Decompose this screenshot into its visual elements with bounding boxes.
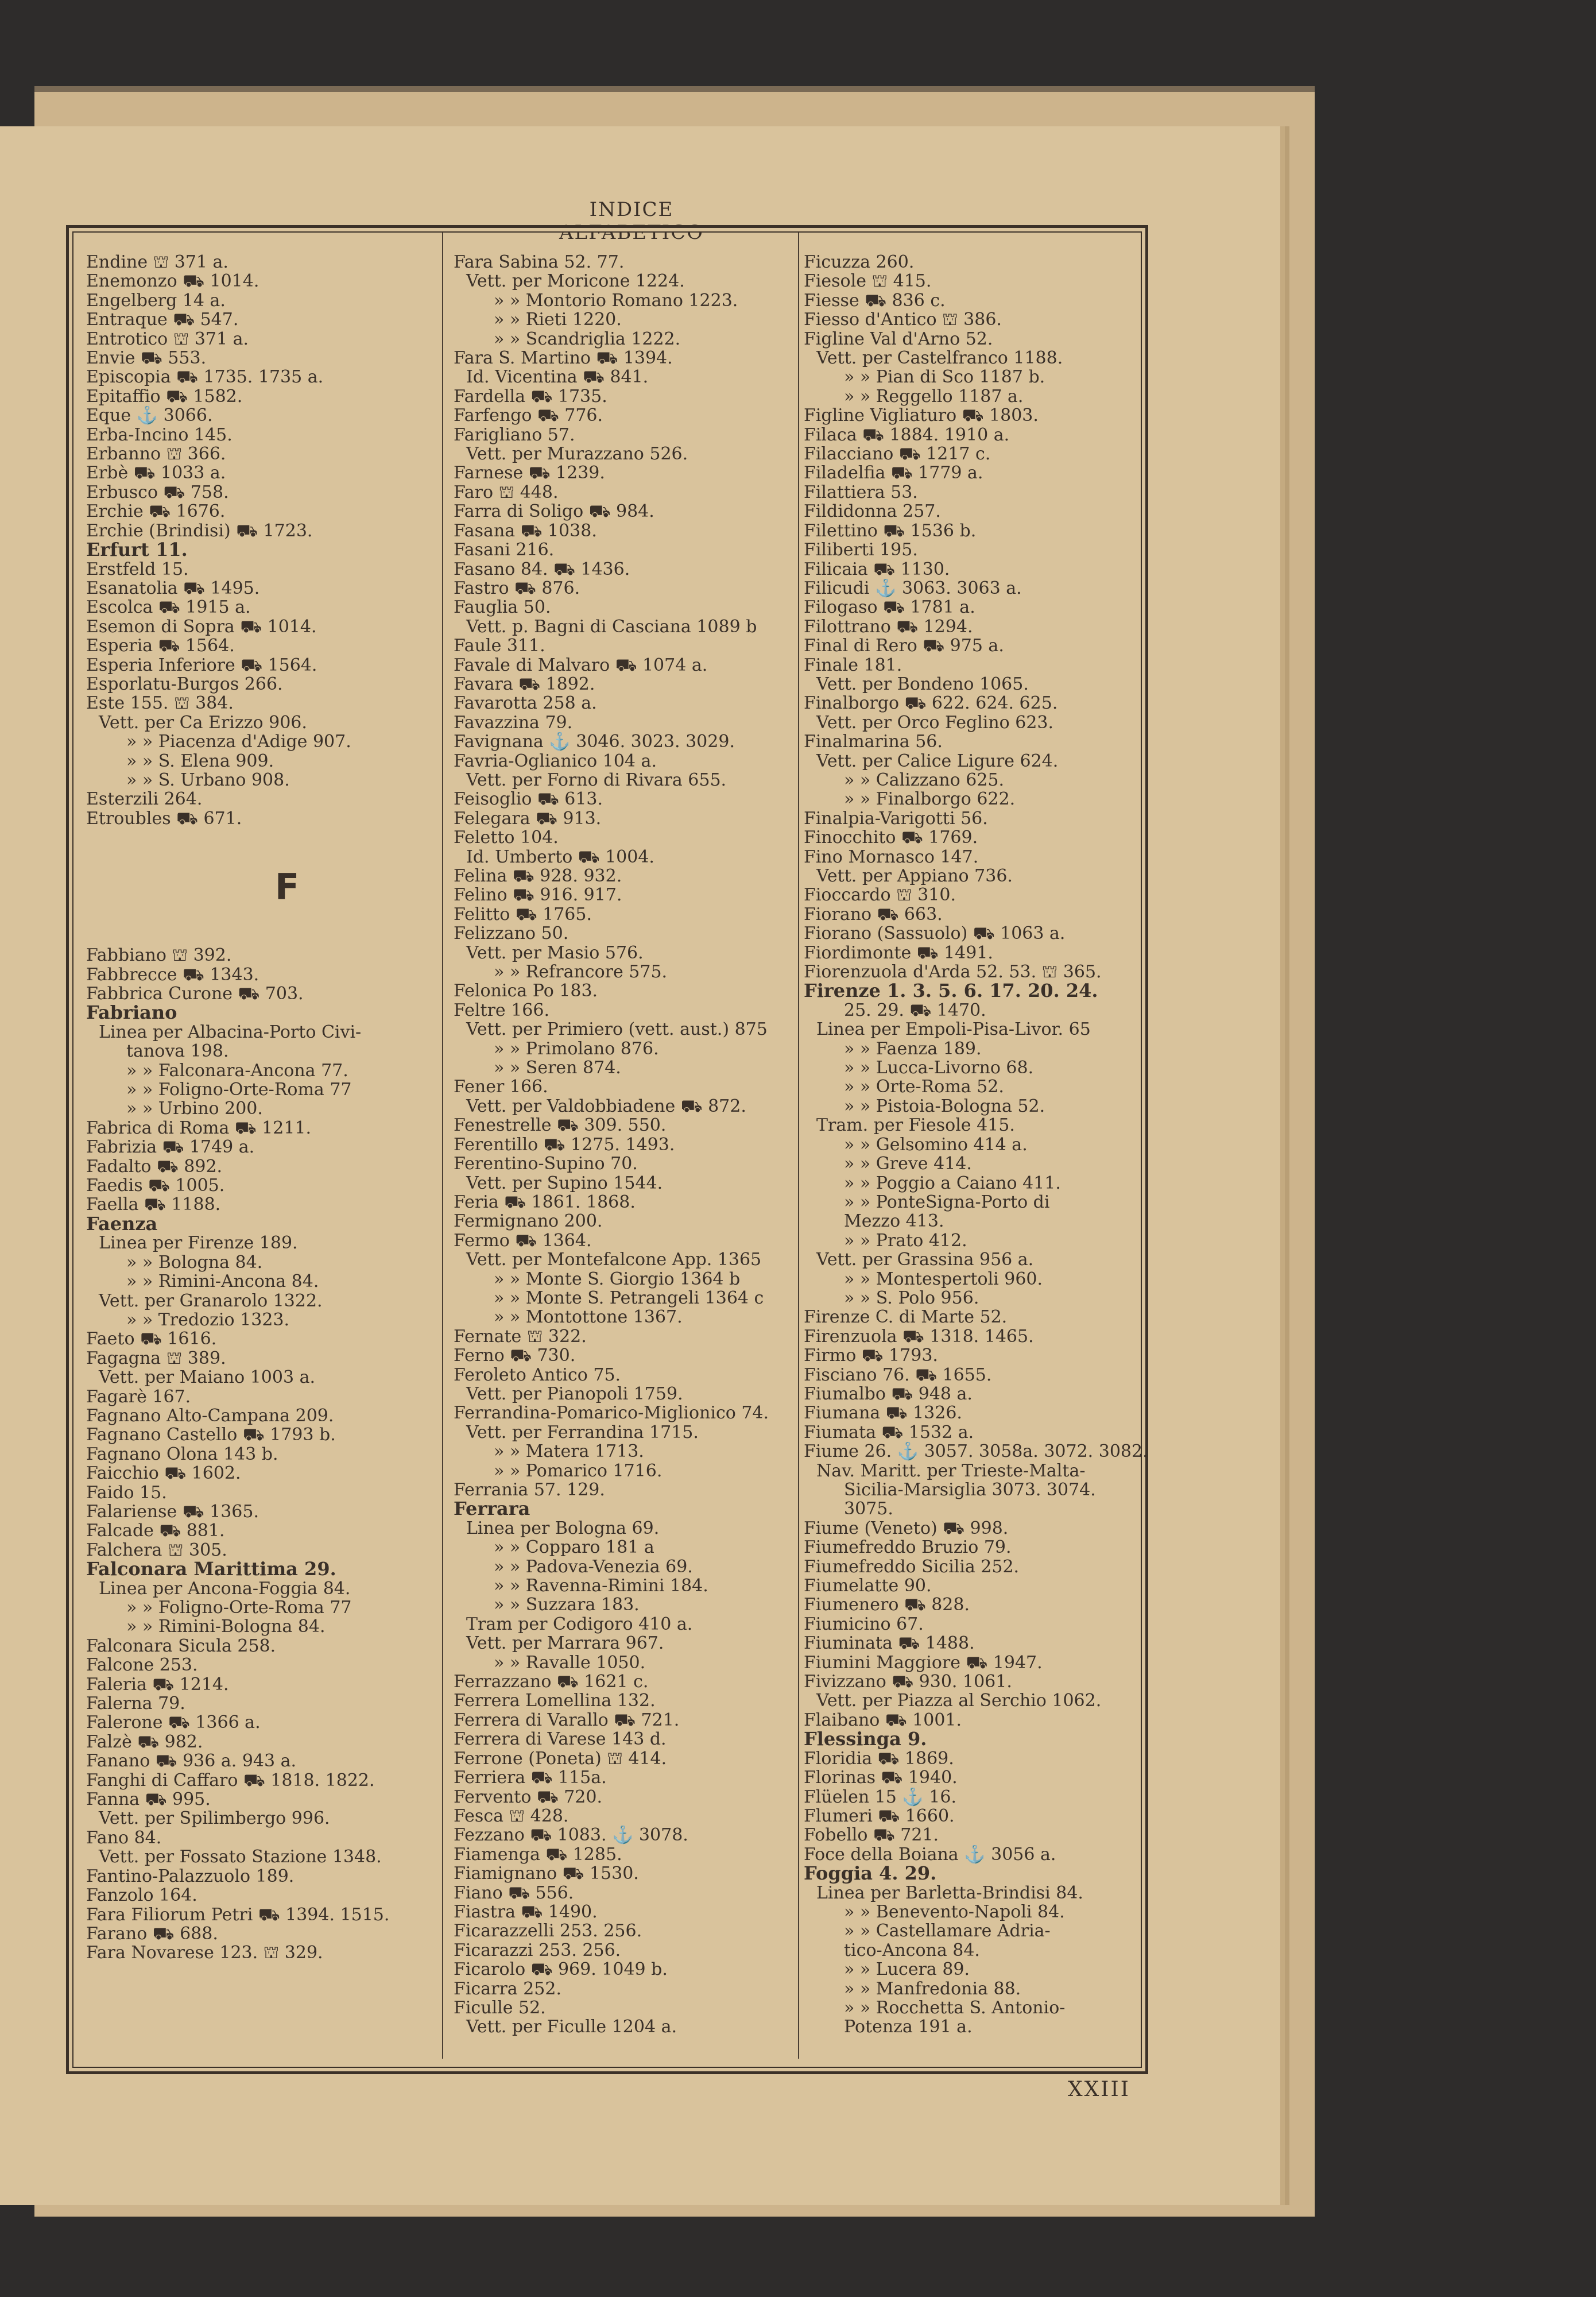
index-entry: » » Padova-Venezia 69. [494, 1557, 693, 1577]
index-entry: » » Castellamare Adria- [844, 1921, 1051, 1941]
index-entry: Firenzuola ⛟ 1318. 1465. [804, 1327, 1034, 1347]
index-entry: Fagagna ⛫ 389. [86, 1348, 226, 1368]
index-entry: 25. 29. ⛟ 1470. [844, 1000, 986, 1020]
index-entry: Farnese ⛟ 1239. [454, 463, 605, 483]
index-entry: Fara Sabina 52. 77. [454, 253, 625, 272]
index-entry: Favria-Oglianico 104 a. [454, 751, 657, 771]
index-entry: » » Benevento-Napoli 84. [844, 1902, 1065, 1922]
index-entry: » » Pian di Sco 1187 b. [844, 368, 1045, 387]
index-entry: Fiumata ⛟ 1532 a. [804, 1422, 974, 1443]
index-entry: Finalpia-Varigotti 56. [804, 809, 988, 829]
index-entry: Finocchito ⛟ 1769. [804, 828, 978, 848]
index-entry: Enemonzo ⛟ 1014. [86, 272, 259, 291]
index-entry: 3075. [844, 1499, 893, 1519]
index-entry: Ferentino-Supino 70. [454, 1154, 638, 1174]
index-entry: Vett. per Fossato Stazione 1348. [99, 1847, 382, 1867]
index-entry: Favignana ⚓ 3046. 3023. 3029. [454, 732, 735, 752]
index-entry: Vett. per Primiero (vett. aust.) 875 [466, 1020, 768, 1039]
index-entry: » » S. Polo 956. [844, 1288, 979, 1308]
index-entry: Feltre 166. [454, 1000, 550, 1020]
index-entry: Ferentillo ⛟ 1275. 1493. [454, 1135, 675, 1155]
index-entry: Fiorenzuola d'Arda 52. 53. ⛫ 365. [804, 962, 1102, 982]
index-entry: Fivizzano ⛟ 930. 1061. [804, 1672, 1012, 1692]
index-entry: Fabriano [86, 1003, 177, 1023]
index-entry: » » Foligno-Orte-Roma 77 [126, 1080, 352, 1100]
index-entry: Ficarolo ⛟ 969. 1049 b. [454, 1960, 668, 1979]
index-entry: Mezzo 413. [844, 1212, 944, 1231]
index-entry: » » Pistoia-Bologna 52. [844, 1096, 1045, 1116]
index-entry: Florinas ⛟ 1940. [804, 1768, 958, 1788]
index-entry: Ferrania 57. 129. [454, 1480, 605, 1500]
index-entry: Foggia 4. 29. [804, 1864, 937, 1884]
index-entry: Ferriera ⛟ 115a. [454, 1768, 607, 1788]
index-entry: Farfengo ⛟ 776. [454, 406, 603, 426]
index-entry: Ferrera di Varallo ⛟ 721. [454, 1710, 680, 1730]
index-entry: Fino Mornasco 147. [804, 847, 979, 867]
index-entry: Etroubles ⛟ 671. [86, 809, 242, 829]
index-entry: Vett. per Montefalcone App. 1365 [466, 1250, 762, 1270]
index-entry: Vett. per Moricone 1224. [466, 272, 685, 291]
index-entry: » » Poggio a Caiano 411. [844, 1173, 1061, 1193]
index-entry: » » Gelsomino 414 a. [844, 1135, 1028, 1155]
index-entry: » » Ravenna-Rimini 184. [494, 1576, 708, 1596]
index-entry: tanova 198. [126, 1042, 229, 1061]
index-entry: Vett. per Ficulle 1204 a. [466, 2017, 677, 2037]
index-entry: » » Rieti 1220. [494, 310, 622, 330]
index-entry: Ficarra 252. [454, 1979, 561, 1998]
index-entry: Sicilia-Marsiglia 3073. 3074. [844, 1480, 1096, 1500]
index-entry: Ficuzza 260. [804, 253, 915, 272]
index-entry: Favarotta 258 a. [454, 694, 597, 713]
index-entry: Fabbiano ⛫ 392. [86, 946, 232, 965]
index-entry: » » S. Elena 909. [126, 751, 274, 771]
index-entry: » » Ravalle 1050. [494, 1653, 646, 1673]
index-entry: Ficulle 52. [454, 1998, 546, 2018]
index-entry: Felitto ⛟ 1765. [454, 904, 592, 925]
index-entry: Faella ⛟ 1188. [86, 1195, 221, 1215]
index-entry: » » PonteSigna-Porto di [844, 1192, 1050, 1212]
index-entry: Fiamenga ⛟ 1285. [454, 1844, 622, 1865]
index-entry: Finalborgo ⛟ 622. 624. 625. [804, 694, 1058, 713]
index-entry: Figline Vigliaturo ⛟ 1803. [804, 406, 1039, 426]
index-entry: Vett. per Appiano 736. [816, 867, 1013, 886]
index-entry: Vett. per Murazzano 526. [466, 444, 688, 464]
index-entry: Linea per Ancona-Foggia 84. [99, 1579, 351, 1598]
index-entry: Falerone ⛟ 1366 a. [86, 1713, 261, 1733]
index-entry: Fabrica di Roma ⛟ 1211. [86, 1118, 312, 1138]
index-entry: Linea per Bologna 69. [466, 1518, 660, 1538]
index-entry: Linea per Empoli-Pisa-Livor. 65 [816, 1020, 1091, 1039]
index-entry: Farigliano 57. [454, 425, 575, 445]
index-entry: Vett. per Marrara 967. [466, 1634, 664, 1653]
index-entry: Fanna ⛟ 995. [86, 1790, 211, 1809]
section-letter: F [274, 866, 300, 908]
index-entry: Erba-Incino 145. [86, 425, 233, 445]
index-entry: » » Monte S. Petrangeli 1364 c [494, 1288, 764, 1308]
index-entry: » » Rimini-Bologna 84. [126, 1617, 326, 1637]
index-entry: » » Bologna 84. [126, 1252, 263, 1273]
index-entry: Fernate ⛫ 322. [454, 1327, 587, 1347]
index-entry: Vett. per Ca Erizzo 906. [99, 713, 307, 733]
index-entry: Vett. per Orco Feglino 623. [816, 713, 1054, 733]
index-entry: » » Greve 414. [844, 1154, 972, 1174]
index-entry: Fiano ⛟ 556. [454, 1883, 574, 1902]
index-entry: Fiuminata ⛟ 1488. [804, 1634, 975, 1653]
index-entry: Fanzolo 164. [86, 1886, 197, 1905]
index-entry: Fabbrica Curone ⛟ 703. [86, 984, 304, 1004]
index-entry: Vett. per Castelfranco 1188. [816, 349, 1063, 368]
index-entry: Eque ⚓ 3066. [86, 406, 213, 426]
index-entry: Erbusco ⛟ 758. [86, 482, 229, 502]
index-entry: » » Scandriglia 1222. [494, 329, 681, 349]
index-entry: Vett. per Maiano 1003 a. [99, 1368, 315, 1387]
index-entry: » » Monte S. Giorgio 1364 b [494, 1269, 741, 1289]
index-entry: Entraque ⛟ 547. [86, 310, 239, 330]
index-entry: Falconara Sicula 258. [86, 1636, 276, 1656]
index-entry: » » Primolano 876. [494, 1039, 659, 1059]
index-entry: Fiamignano ⛟ 1530. [454, 1864, 639, 1884]
index-entry: Fagnano Castello ⛟ 1793 b. [86, 1425, 336, 1445]
index-entry: Vett. per Calice Ligure 624. [816, 751, 1059, 771]
index-entry: Esperia ⛟ 1564. [86, 636, 235, 656]
index-entry: » » Montespertoli 960. [844, 1269, 1043, 1289]
index-entry: Fardella ⛟ 1735. [454, 386, 607, 407]
index-entry: Ferrandina-Pomarico-Miglionico 74. [454, 1403, 769, 1423]
index-entry: Esperia Inferiore ⛟ 1564. [86, 655, 317, 675]
index-entry: Vett. per Valdobbiadene ⛟ 872. [466, 1096, 746, 1116]
index-entry: Figline Val d'Arno 52. [804, 329, 993, 349]
index-entry: » » Tredozio 1323. [126, 1310, 290, 1330]
index-entry: Finalmarina 56. [804, 732, 943, 752]
page-number: XXIII [1068, 2078, 1130, 2101]
index-entry: Falchera ⛫ 305. [86, 1540, 227, 1560]
index-entry: Ferrazzano ⛟ 1621 c. [454, 1672, 649, 1692]
index-entry: » » Rocchetta S. Antonio- [844, 1998, 1066, 2018]
index-entry: » » Faenza 189. [844, 1039, 982, 1059]
index-entry: Favale di Malvaro ⛟ 1074 a. [454, 655, 708, 675]
index-entry: » » Manfredonia 88. [844, 1979, 1021, 1998]
index-entry: Esanatolia ⛟ 1495. [86, 578, 260, 598]
index-entry: Filottrano ⛟ 1294. [804, 617, 973, 637]
index-entry: Fisciano 76. ⛟ 1655. [804, 1365, 992, 1385]
index-entry: Fiume 26. ⚓ 3057. 3058a. 3072. 3082. [804, 1442, 1148, 1461]
index-entry: Felina ⛟ 928. 932. [454, 867, 622, 886]
index-entry: Fiumelatte 90. [804, 1576, 932, 1596]
index-entry: Fobello ⛟ 721. [804, 1826, 939, 1845]
index-entry: Firenze C. di Marte 52. [804, 1308, 1008, 1327]
index-entry: » » Urbino 200. [126, 1099, 263, 1119]
index-entry: Fiumini Maggiore ⛟ 1947. [804, 1653, 1043, 1673]
index-column-1 [86, 253, 442, 1963]
index-entry: Nav. Maritt. per Trieste-Malta- [816, 1461, 1086, 1480]
index-entry: Flessinga 9. [804, 1730, 927, 1749]
index-entry: Faro ⛫ 448. [454, 482, 559, 502]
index-entry: Vett. per Supino 1544. [466, 1173, 663, 1193]
index-entry: Fiumefreddo Sicilia 252. [804, 1557, 1020, 1577]
index-entry: Fener 166. [454, 1077, 548, 1097]
index-entry: Felonica Po 183. [454, 981, 598, 1001]
index-entry: Felino ⛟ 916. 917. [454, 885, 622, 905]
index-entry: Feria ⛟ 1861. 1868. [454, 1192, 636, 1212]
index-entry: Fiesole ⛫ 415. [804, 272, 932, 291]
index-entry: Faeto ⛟ 1616. [86, 1329, 217, 1349]
index-entry: Foce della Boiana ⚓ 3056 a. [804, 1844, 1056, 1865]
index-entry: Filiberti 195. [804, 540, 918, 560]
index-entry: Vett. p. Bagni di Casciana 1089 b [466, 617, 757, 637]
index-entry: Fasana ⛟ 1038. [454, 521, 597, 541]
index-column-2 [454, 253, 809, 2037]
index-entry: Filacciano ⛟ 1217 c. [804, 444, 991, 464]
index-entry: » » Montorio Romano 1223. [494, 291, 738, 311]
index-entry: Engelberg 14 a. [86, 291, 226, 311]
index-entry: Fano 84. [86, 1828, 162, 1848]
index-entry: » » Refrancore 575. [494, 962, 668, 982]
index-entry: Vett. per Masio 576. [466, 943, 644, 963]
index-entry: Final di Rero ⛟ 975 a. [804, 636, 1004, 656]
index-entry: Fiorano ⛟ 663. [804, 904, 943, 925]
index-entry: Ferrera di Varese 143 d. [454, 1730, 667, 1749]
index-entry: » » Orte-Roma 52. [844, 1077, 1004, 1097]
index-entry: Faleria ⛟ 1214. [86, 1675, 229, 1695]
index-entry: Fiume (Veneto) ⛟ 998. [804, 1518, 1009, 1538]
index-entry: Fiumenero ⛟ 828. [804, 1595, 970, 1615]
index-entry: Escolca ⛟ 1915 a. [86, 598, 251, 617]
index-entry: Fasano 84. ⛟ 1436. [454, 559, 630, 579]
index-entry: Falcone 253. [86, 1656, 198, 1675]
index-entry: Vett. per Granarolo 1322. [99, 1291, 323, 1310]
index-entry: » » Matera 1713. [494, 1442, 644, 1461]
index-entry: Linea per Barletta-Brindisi 84. [816, 1883, 1083, 1902]
index-entry: Fiordimonte ⛟ 1491. [804, 943, 993, 963]
index-entry: Fantino-Palazzuolo 189. [86, 1866, 295, 1886]
index-entry: Fanghi di Caffaro ⛟ 1818. 1822. [86, 1770, 375, 1791]
index-entry: Fabbrecce ⛟ 1343. [86, 965, 259, 984]
index-entry: Filaca ⛟ 1884. 1910 a. [804, 425, 1010, 445]
index-entry: Fastro ⛟ 876. [454, 578, 580, 598]
index-entry: Envie ⛟ 553. [86, 349, 207, 368]
index-entry: Id. Vicentina ⛟ 841. [466, 368, 649, 387]
index-entry: Fagarè 167. [86, 1387, 191, 1406]
index-entry: Vett. per Forno di Rivara 655. [466, 770, 727, 790]
index-entry: Tram per Codigoro 410 a. [466, 1614, 693, 1634]
index-entry: Vett. per Bondeno 1065. [816, 674, 1029, 694]
index-entry: » » Falconara-Ancona 77. [126, 1061, 348, 1081]
index-entry: Favara ⛟ 1892. [454, 674, 595, 694]
page-header: INDICE ALFABETICO [559, 198, 704, 244]
index-entry: » » S. Urbano 908. [126, 770, 290, 790]
index-entry: Erchie (Brindisi) ⛟ 1723. [86, 521, 313, 541]
index-entry: » » Finalborgo 622. [844, 790, 1016, 809]
index-entry: Ficarazzelli 253. 256. [454, 1921, 642, 1941]
index-entry: Fiorano (Sassuolo) ⛟ 1063 a. [804, 924, 1066, 943]
index-entry: Vett. per Pianopoli 1759. [466, 1384, 683, 1404]
index-entry: Fanano ⛟ 936 a. 943 a. [86, 1751, 297, 1771]
index-entry: Fiumana ⛟ 1326. [804, 1403, 962, 1423]
index-entry: Erbè ⛟ 1033 a. [86, 463, 226, 483]
index-entry: Firmo ⛟ 1793. [804, 1346, 938, 1366]
index-entry: Faido 15. [86, 1483, 167, 1502]
index-entry: Falzè ⛟ 982. [86, 1732, 203, 1752]
index-entry: Ferrera Lomellina 132. [454, 1691, 656, 1711]
index-entry: Faule 311. [454, 636, 545, 656]
index-entry: » » Calizzano 625. [844, 770, 1005, 790]
index-entry: Fervento ⛟ 720. [454, 1787, 603, 1807]
index-entry: Fenestrelle ⛟ 309. 550. [454, 1116, 667, 1135]
index-entry: Ferno ⛟ 730. [454, 1346, 576, 1366]
index-entry: » » Foligno-Orte-Roma 77 [126, 1598, 352, 1618]
index-entry: Feroleto Antico 75. [454, 1365, 621, 1385]
index-entry: Fiastra ⛟ 1490. [454, 1902, 598, 1922]
index-entry: Fiumicino 67. [804, 1614, 924, 1634]
index-entry: Erbanno ⛫ 366. [86, 444, 226, 464]
index-entry: Ficarazzi 253. 256. [454, 1940, 621, 1960]
index-entry: Filettino ⛟ 1536 b. [804, 521, 977, 541]
index-column-3 [804, 253, 1160, 2037]
index-entry: Fasani 216. [454, 540, 555, 560]
index-entry: » » Piacenza d'Adige 907. [126, 732, 351, 752]
index-entry: Linea per Firenze 189. [99, 1233, 298, 1253]
index-entry: Fildidonna 257. [804, 502, 941, 521]
index-entry: Este 155. ⛫ 384. [86, 694, 234, 713]
index-entry: Fiesse ⛟ 836 c. [804, 291, 946, 311]
index-entry: Falconara Marittima 29. [86, 1560, 336, 1579]
index-entry: » » Pomarico 1716. [494, 1461, 663, 1480]
index-entry: Esemon di Sopra ⛟ 1014. [86, 617, 317, 637]
index-entry: Esterzili 264. [86, 790, 203, 809]
index-entry: Fesca ⛫ 428. [454, 1806, 569, 1826]
index-entry: » » Montottone 1367. [494, 1308, 683, 1327]
index-entry: Erstfeld 15. [86, 559, 189, 579]
index-entry: Fiumalbo ⛟ 948 a. [804, 1384, 973, 1404]
index-entry: Falerna 79. [86, 1694, 185, 1714]
index-entry: Erchie ⛟ 1676. [86, 502, 226, 521]
index-entry: Ferrara [454, 1499, 530, 1519]
index-entry: Filicaia ⛟ 1130. [804, 559, 950, 579]
index-entry: Vett. per Grassina 956 a. [816, 1250, 1034, 1270]
index-entry: Erfurt 11. [86, 540, 188, 560]
index-entry: Vett. per Ferrandina 1715. [466, 1422, 699, 1443]
index-entry: Tram. per Fiesole 415. [816, 1116, 1015, 1135]
index-entry: Filadelfia ⛟ 1779 a. [804, 463, 983, 483]
index-entry: Fioccardo ⛫ 310. [804, 885, 956, 905]
index-entry: Felizzano 50. [454, 924, 569, 943]
index-entry: Farano ⛟ 688. [86, 1924, 218, 1944]
index-entry: Fara S. Martino ⛟ 1394. [454, 349, 673, 368]
index-entry: tico-Ancona 84. [844, 1940, 980, 1960]
index-entry: Feisoglio ⛟ 613. [454, 790, 603, 809]
index-entry: » » Seren 874. [494, 1058, 621, 1078]
index-entry: Esporlatu-Burgos 266. [86, 674, 283, 694]
index-entry: Flüelen 15 ⚓ 16. [804, 1787, 957, 1807]
index-entry: » » Copparo 181 a [494, 1538, 654, 1557]
index-entry: Fagnano Olona 143 b. [86, 1444, 278, 1464]
index-entry: Filicudi ⚓ 3063. 3063 a. [804, 578, 1022, 598]
index-entry: Potenza 191 a. [844, 2017, 973, 2037]
index-entry: Finale 181. [804, 655, 902, 675]
index-entry: Felegara ⛟ 913. [454, 809, 602, 829]
index-entry: Flaibano ⛟ 1001. [804, 1710, 962, 1730]
index-entry: Fezzano ⛟ 1083. ⚓ 3078. [454, 1826, 688, 1845]
index-entry: Fauglia 50. [454, 598, 551, 617]
index-entry: Fiesso d'Antico ⛫ 386. [804, 310, 1002, 330]
index-entry: Episcopia ⛟ 1735. 1735 a. [86, 368, 324, 387]
index-entry: Fara Filiorum Petri ⛟ 1394. 1515. [86, 1905, 390, 1924]
index-entry: » » Reggello 1187 a. [844, 386, 1024, 407]
index-entry: » » Rimini-Ancona 84. [126, 1272, 319, 1291]
index-entry: Fadalto ⛟ 892. [86, 1157, 223, 1177]
index-entry: Fiumefreddo Bruzio 79. [804, 1538, 1012, 1557]
column-divider-1 [442, 233, 443, 2059]
index-entry: Falcade ⛟ 881. [86, 1521, 225, 1541]
index-entry: » » Lucera 89. [844, 1960, 970, 1979]
index-entry: Fermignano 200. [454, 1212, 603, 1231]
index-entry: Firenze 1. 3. 5. 6. 17. 20. 24. [804, 981, 1098, 1001]
index-entry: Epitaffio ⛟ 1582. [86, 386, 243, 407]
index-entry: Endine ⛫ 371 a. [86, 253, 228, 272]
index-entry: Fagnano Alto-Campana 209. [86, 1406, 334, 1426]
index-entry: Feletto 104. [454, 828, 559, 848]
index-entry: Fermo ⛟ 1364. [454, 1231, 592, 1251]
index-entry: Ferrone (Poneta) ⛫ 414. [454, 1749, 667, 1769]
index-entry: Filattiera 53. [804, 482, 918, 502]
index-entry: Floridia ⛟ 1869. [804, 1749, 954, 1769]
index-entry: Faicchio ⛟ 1602. [86, 1464, 241, 1483]
index-entry: Faenza [86, 1214, 158, 1234]
index-entry: Flumeri ⛟ 1660. [804, 1806, 955, 1826]
index-entry: Falariense ⛟ 1365. [86, 1502, 259, 1522]
index-entry: Vett. per Spilimbergo 996. [99, 1809, 330, 1828]
index-entry: Linea per Albacina-Porto Civi- [99, 1022, 362, 1042]
index-entry: Favazzina 79. [454, 713, 573, 733]
index-entry: Vett. per Piazza al Serchio 1062. [816, 1691, 1102, 1711]
index-entry: Entrotico ⛫ 371 a. [86, 329, 249, 349]
index-entry: Filogaso ⛟ 1781 a. [804, 598, 975, 617]
index-entry: Fabrizia ⛟ 1749 a. [86, 1138, 255, 1157]
index-entry: » » Prato 412. [844, 1231, 967, 1251]
index-entry: Faedis ⛟ 1005. [86, 1176, 225, 1196]
index-entry: » » Suzzara 183. [494, 1595, 640, 1615]
index-entry: » » Lucca-Livorno 68. [844, 1058, 1034, 1078]
index-entry: Id. Umberto ⛟ 1004. [466, 847, 654, 867]
index-entry: Fara Novarese 123. ⛫ 329. [86, 1943, 323, 1963]
index-entry: Farra di Soligo ⛟ 984. [454, 502, 654, 521]
